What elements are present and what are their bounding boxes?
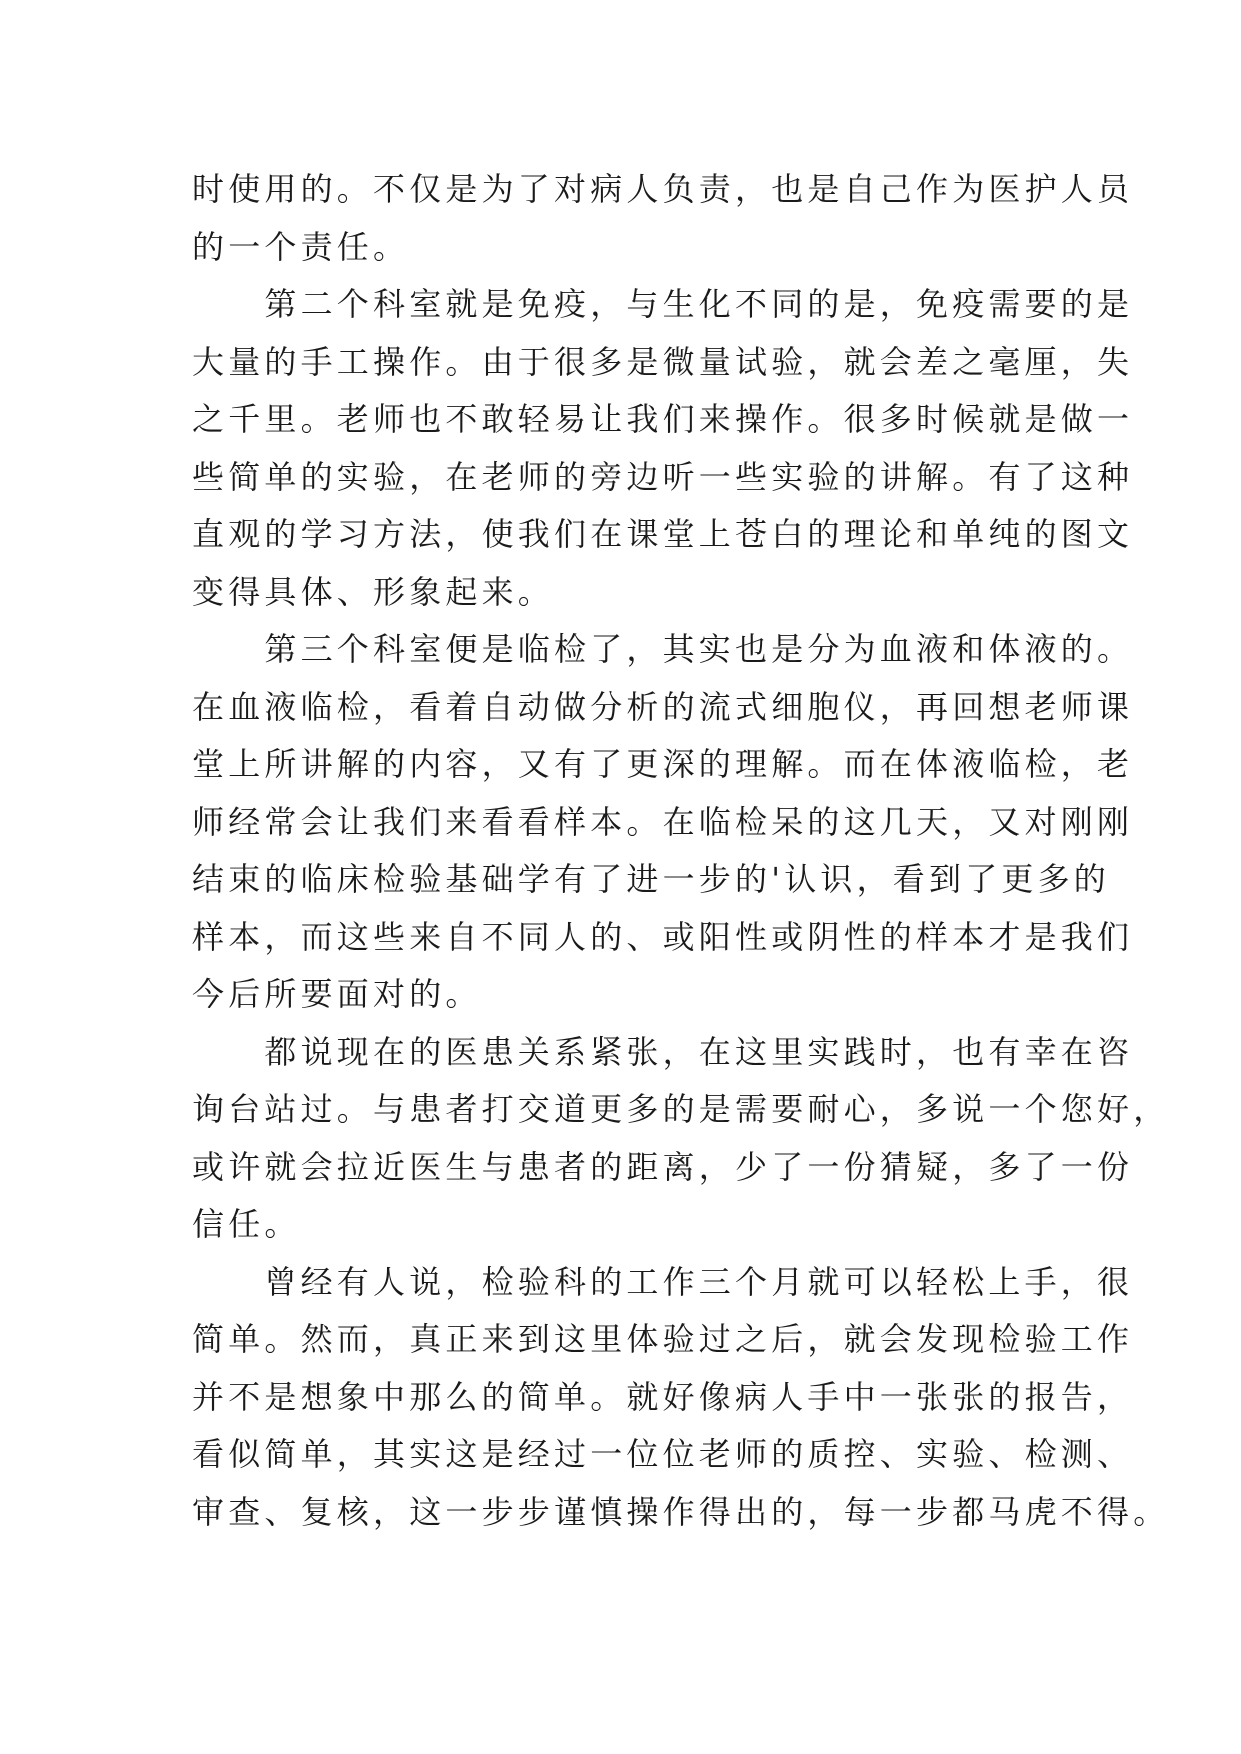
text-line: 简单。然而，真正来到这里体验过之后，就会发现检验工作 <box>192 1320 1134 1358</box>
text-line: 信任。 <box>192 1205 301 1243</box>
text-line: 或许就会拉近医生与患者的距离，少了一份猜疑，多了一份 <box>192 1147 1134 1186</box>
text-line: 第二个科室就是免疫，与生化不同的是，免疫需要的是 <box>192 285 1134 323</box>
text-line: 变得具体、形象起来。 <box>192 572 555 611</box>
text-line: 并不是想象中那么的简单。就好像病人手中一张张的报告， <box>192 1377 1134 1416</box>
text-line: 第三个科室便是临检了，其实也是分为血液和体液的。 <box>192 630 1134 668</box>
text-line: 今后所要面对的。 <box>192 975 482 1013</box>
text-line: 结束的临床检验基础学有了进一步的'认识，看到了更多的 <box>192 860 1110 898</box>
text-line: 些简单的实验，在老师的旁边听一些实验的讲解。有了这种 <box>192 457 1134 496</box>
text-line: 在血液临检，看着自动做分析的流式细胞仪，再回想老师课 <box>192 687 1134 726</box>
text-line: 都说现在的医患关系紧张，在这里实践时，也有幸在咨 <box>192 1032 1134 1071</box>
text-line: 样本，而这些来自不同人的、或阳性或阴性的样本才是我们 <box>192 917 1134 956</box>
text-line: 大量的手工操作。由于很多是微量试验，就会差之毫厘，失 <box>192 342 1134 381</box>
body-text <box>192 161 1170 1541</box>
text-line: 审查、复核，这一步步谨慎操作得出的，每一步都马虎不得。 <box>192 1492 1170 1531</box>
text-line: 曾经有人说，检验科的工作三个月就可以轻松上手，很 <box>192 1262 1134 1301</box>
text-line: 看似简单，其实这是经过一位位老师的质控、实验、检测、 <box>192 1435 1134 1473</box>
text-line: 的一个责任。 <box>192 227 410 266</box>
text-line: 之千里。老师也不敢轻易让我们来操作。很多时候就是做一 <box>192 400 1134 438</box>
text-line: 询台站过。与患者打交道更多的是需要耐心，多说一个您好， <box>192 1090 1170 1128</box>
text-line: 师经常会让我们来看看样本。在临检呆的这几天，又对刚刚 <box>192 802 1134 841</box>
text-line: 直观的学习方法，使我们在课堂上苍白的理论和单纯的图文 <box>192 515 1134 553</box>
text-line: 时使用的。不仅是为了对病人负责，也是自己作为医护人员 <box>192 170 1134 208</box>
text-line: 堂上所讲解的内容，又有了更深的理解。而在体液临检，老 <box>192 745 1134 783</box>
